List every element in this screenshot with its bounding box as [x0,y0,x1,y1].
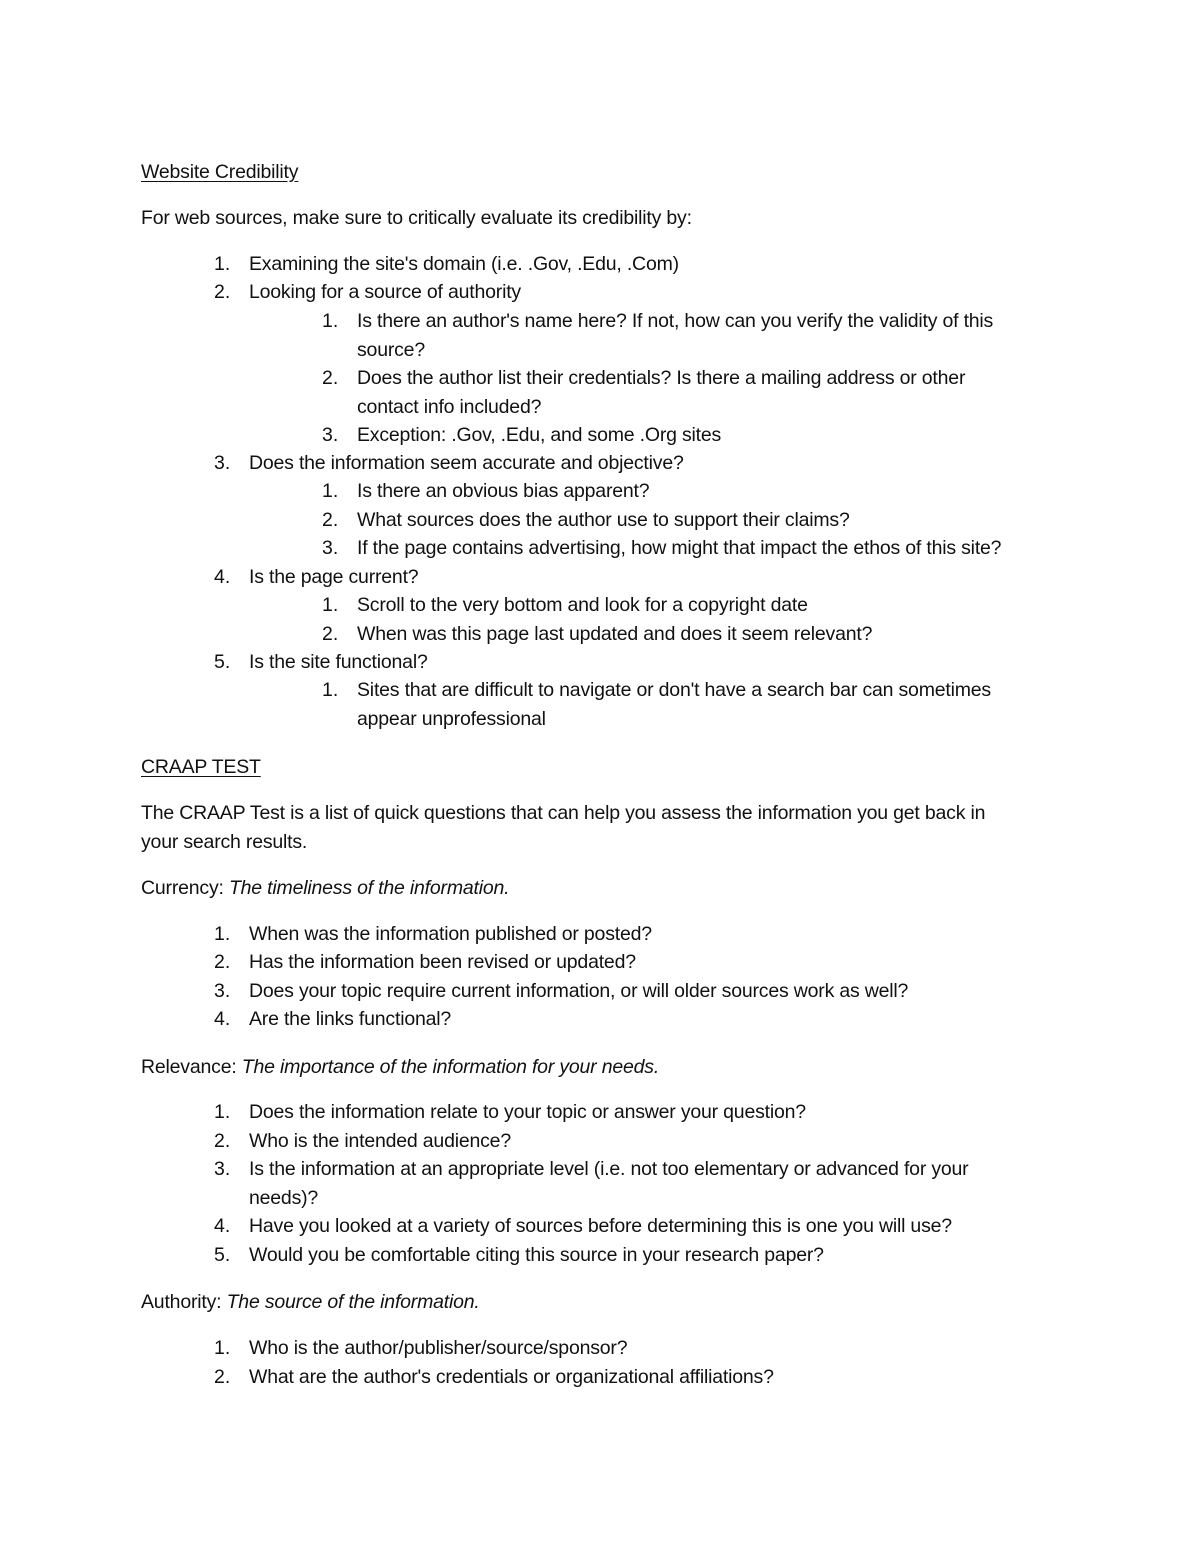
list-number: 4. [214,566,231,588]
list-number: 2. [214,281,231,303]
sublist-number: 1. [322,594,339,616]
list-item: Who is the author/publisher/source/sponsor? [249,1337,628,1359]
section-heading-craap-test: CRAAP TEST [141,756,261,778]
criterion-authority [141,1288,480,1316]
list-item: Who is the intended audience? [249,1130,511,1152]
criterion-label: Relevance: [141,1056,242,1078]
list-item: Examining the site's domain (i.e. .Gov, .Edu, .Com) [249,253,679,275]
list-item: Would you be comfortable citing this source in your research paper? [249,1244,824,1266]
list-number: 2. [214,951,231,973]
list-item: When was the information published or posted? [249,923,652,945]
sublist-item: Does the author list their credentials? Is there a mailing address or other [357,367,966,389]
list-item: Looking for a source of authority [249,281,521,303]
list-item: Does the information seem accurate and objective? [249,452,684,474]
list-number: 3. [214,980,231,1002]
list-item: Has the information been revised or updated? [249,951,636,973]
sublist-item: Scroll to the very bottom and look for a copyright date [357,594,808,616]
sublist-item: If the page contains advertising, how might that impact the ethos of this site? [357,537,1002,559]
sublist-item-continuation: contact info included? [357,396,542,418]
criterion-currency [141,874,509,902]
list-number: 5. [214,1244,231,1266]
list-number: 1. [214,1337,231,1359]
list-item: Is the site functional? [249,651,428,673]
sublist-item: Sites that are difficult to navigate or don't have a search bar can sometimes [357,679,991,701]
list-item: Does the information relate to your topic or answer your question? [249,1101,806,1123]
list-number: 1. [214,253,231,275]
criterion-description: The timeliness of the information. [228,877,510,899]
craap-intro: The CRAAP Test is a list of quick questions that can help you assess the information you get back in [141,802,986,824]
list-number: 3. [214,452,231,474]
list-item: Is the page current? [249,566,419,588]
list-number: 1. [214,923,231,945]
sublist-item: Exception: .Gov, .Edu, and some .Org sites [357,424,722,446]
sublist-number: 3. [322,424,339,446]
criterion-label: Currency: [141,877,229,899]
sublist-item-continuation: appear unprofessional [357,708,546,730]
criterion-label: Authority: [141,1291,227,1313]
list-number: 1. [214,1101,231,1123]
sublist-number: 1. [322,679,339,701]
criterion-relevance [141,1053,659,1081]
list-item: Have you looked at a variety of sources before determining this is one you will use? [249,1215,952,1237]
list-number: 3. [214,1158,231,1180]
list-item: Are the links functional? [249,1008,452,1030]
sublist-number: 1. [322,480,339,502]
sublist-number: 2. [322,623,339,645]
criterion-description: The source of the information. [226,1291,480,1313]
sublist-item: Is there an obvious bias apparent? [357,480,650,502]
sublist-number: 3. [322,537,339,559]
sublist-item: When was this page last updated and does it seem relevant? [357,623,873,645]
list-number: 5. [214,651,231,673]
list-number: 2. [214,1366,231,1388]
sublist-item-continuation: source? [357,339,425,361]
sublist-item: What sources does the author use to support their claims? [357,509,850,531]
intro-text: For web sources, make sure to critically evaluate its credibility by: [141,207,692,229]
section-heading-website-credibility: Website Credibility [141,161,299,183]
list-item-continuation: needs)? [249,1187,319,1209]
criterion-description: The importance of the information for your needs. [241,1056,660,1078]
list-item: Is the information at an appropriate level (i.e. not too elementary or advanced for your [249,1158,969,1180]
sublist-number: 2. [322,367,339,389]
list-item: What are the author's credentials or organizational affiliations? [249,1366,774,1388]
sublist-number: 1. [322,310,339,332]
craap-intro-continuation: your search results. [141,831,308,853]
list-number: 4. [214,1215,231,1237]
list-item: Does your topic require current information, or will older sources work as well? [249,980,909,1002]
list-number: 2. [214,1130,231,1152]
list-number: 4. [214,1008,231,1030]
sublist-item: Is there an author's name here? If not, how can you verify the validity of this [357,310,994,332]
sublist-number: 2. [322,509,339,531]
